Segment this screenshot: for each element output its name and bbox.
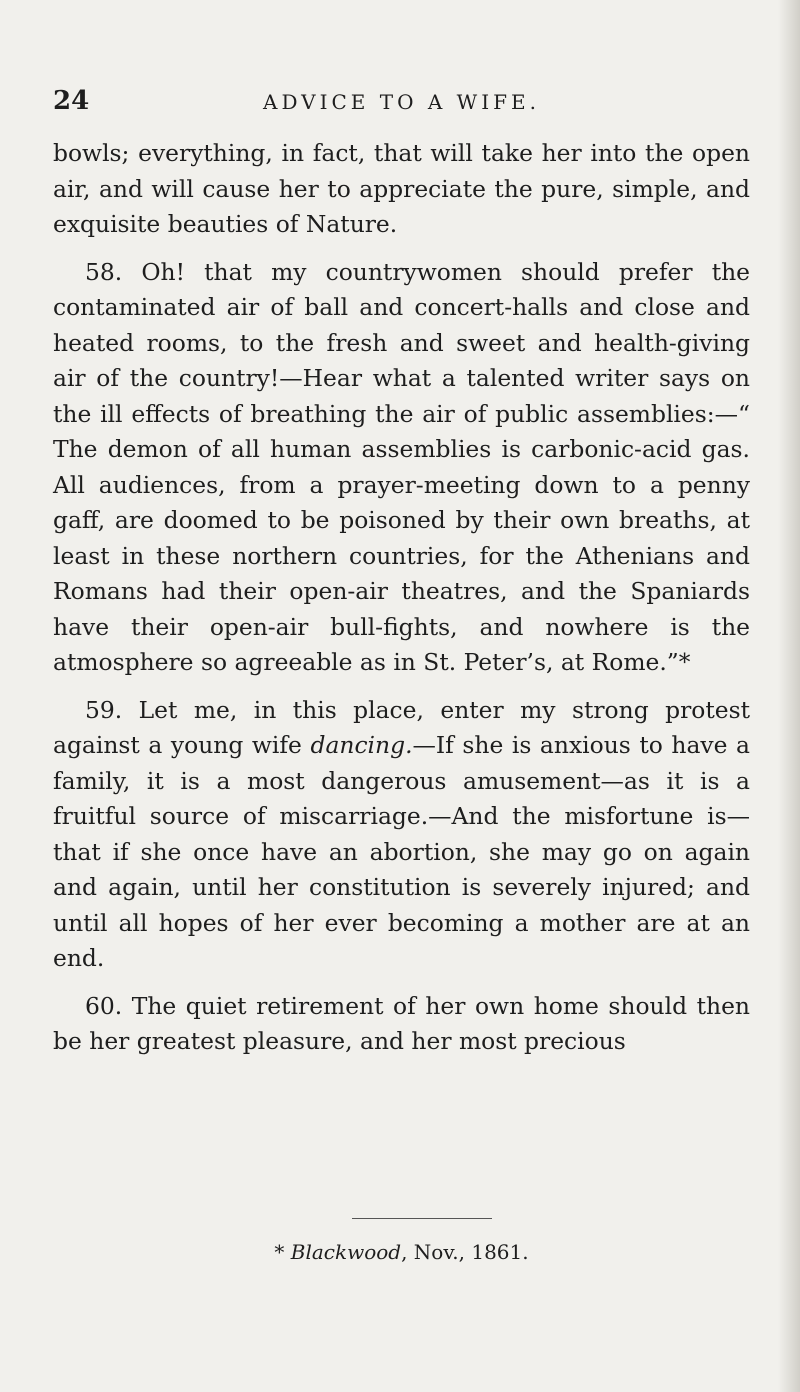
footnote-source: Blackwood [290,1240,402,1264]
footnote-rule [352,1218,492,1219]
paragraph-58: 58. Oh! that my countrywomen should prefer the contaminated air of ball and concert-halls and close and heated rooms, to the fresh and sweet and health-giving air of the country!—Hear what a talented writer says on the ill effects of breathing the air of public assemblies:—“ The demon of all human assemblies is carbonic-acid gas. All audiences, from a prayer-meeting down to a penny gaff, are doomed to be poisoned by their own breaths, at least in these northern countries, for the Athenians and Romans had their open-air theatres, and the Spaniards have their open-air bull-fights, and nowhere is the atmosphere so agreeable as in St. Peter’s, at Rome.”* [53,257,750,676]
paragraph-continuation: bowls; everything, in fact, that will take her into the open air, and will cause her to appreciate the pure, simple, and exquisite beauties of Nature. [53,139,750,238]
footnote [53,1238,750,1266]
paragraph-59-text-before: 59. Let me, in this place, enter my strong protest against a young wife [53,695,750,759]
footnote-marker: * [274,1240,291,1264]
footnote-rest: , Nov., 1861. [401,1240,529,1264]
page-edge-shadow [778,0,800,1392]
page-number: 24 [53,86,90,116]
paragraph-59 [53,693,750,977]
body-text [53,136,750,1060]
paragraph-60: 60. The quiet retirement of her own home should then be her greatest pleasure, and her most precious [53,991,750,1055]
paragraph-59-text-after: —If she is anxious to have a family, it is a most dangerous amusement—as it is a fruitful source of miscarriage.—And the misfortune is—that if she once have an abortion, she may go on again and again, until her constitution is severely injured; and until all hopes of her ever becoming a mother are at an end. [53,731,750,972]
emphasis-dancing: dancing. [310,731,413,759]
running-head: ADVICE TO A WIFE. [263,90,540,114]
page-header [53,86,750,116]
